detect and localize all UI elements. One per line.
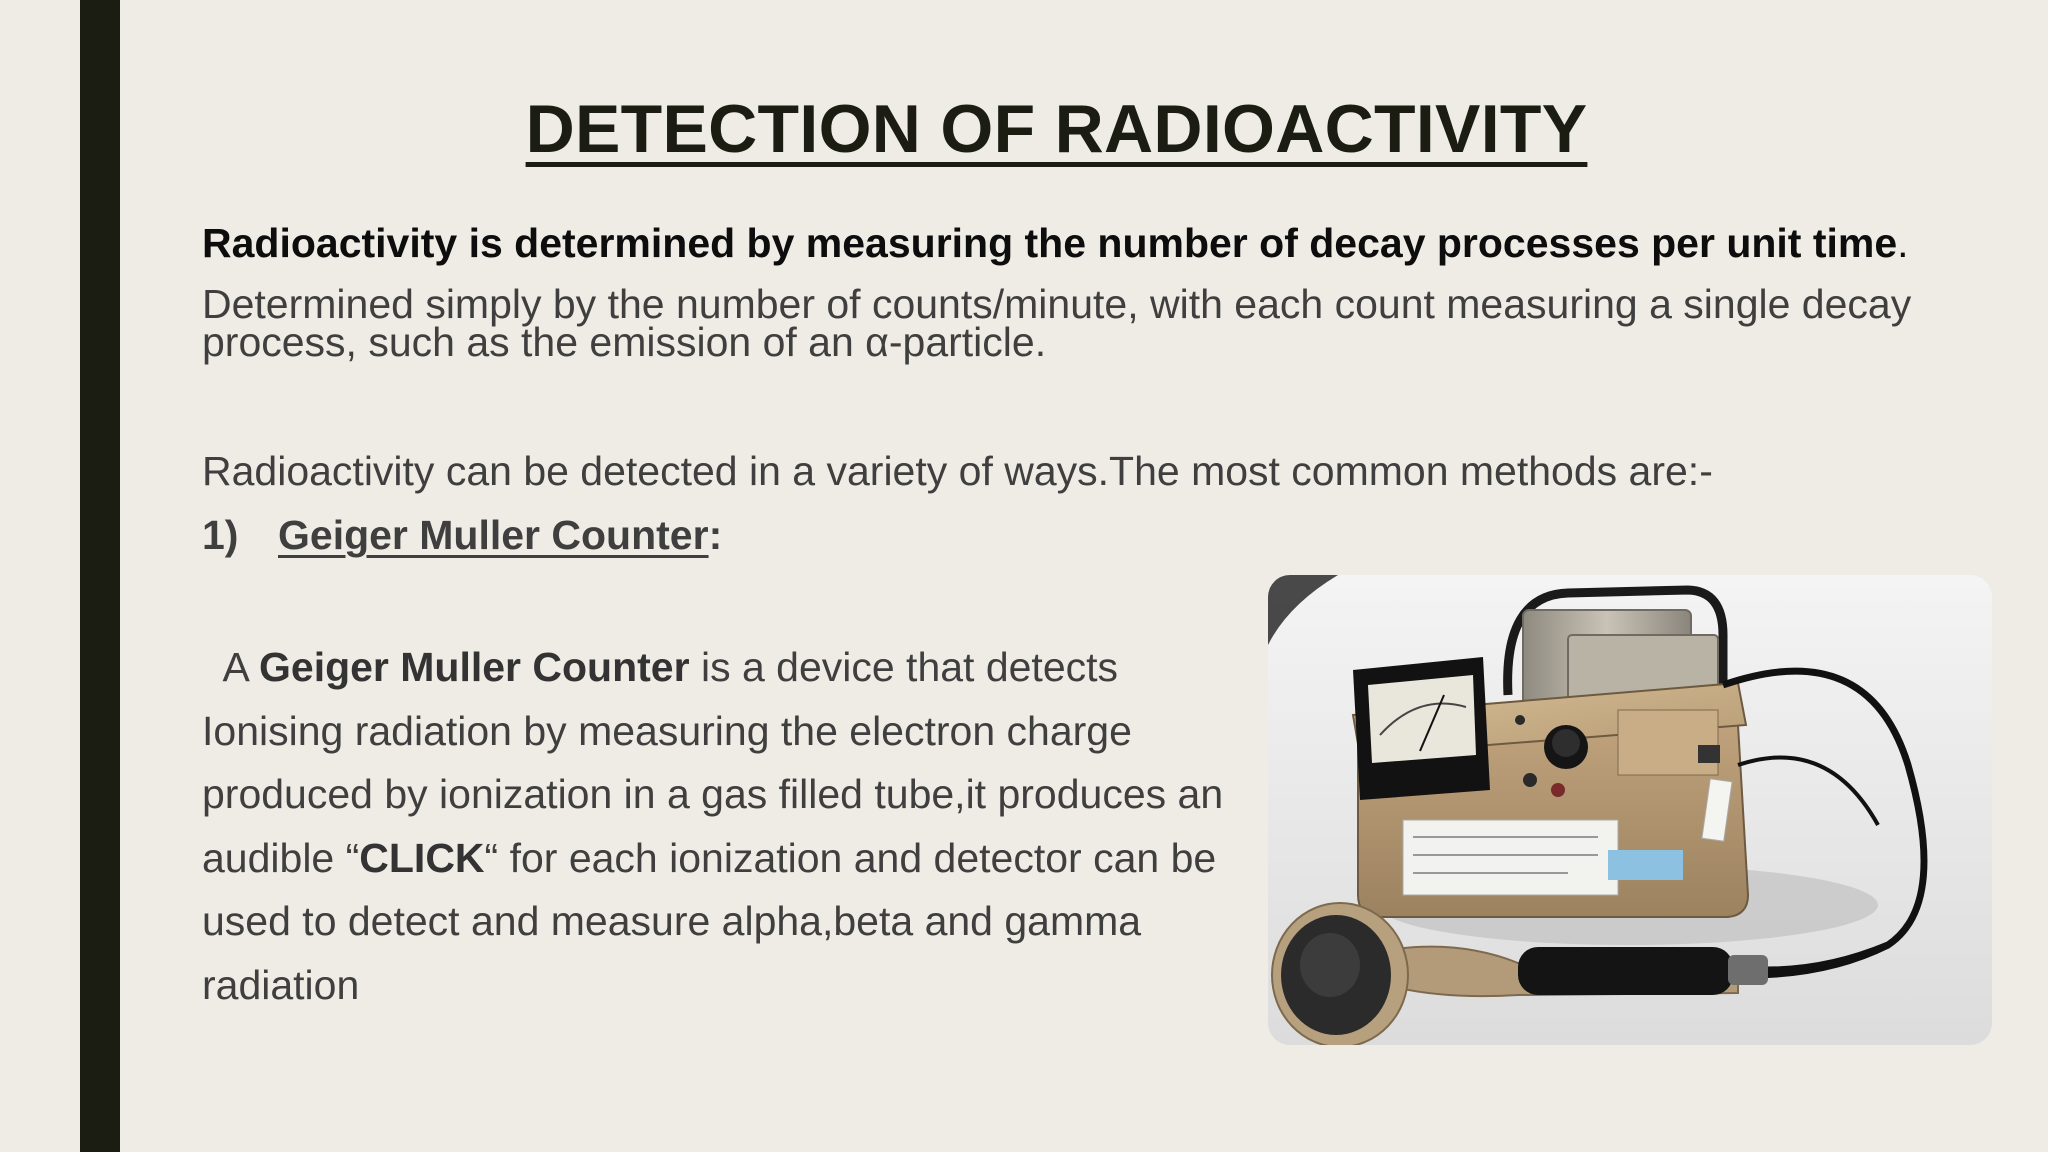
slide-title: DETECTION OF RADIOACTIVITY [525,91,1588,167]
item-colon: : [708,512,723,558]
geiger-counter-photo [1268,575,1992,1045]
definition-line [202,220,1909,267]
item-number: 1) [202,512,239,558]
counts-explanation: Determined simply by the number of counts/minute, with each count measuring a single decay process, such as the emission of an α-particle. [202,281,1912,365]
gm-counter-description [202,636,1262,1017]
para-text-1: A [202,644,259,690]
side-accent-bar [80,0,120,1152]
method-item-1 [202,512,722,559]
definition-period: . [1897,220,1909,266]
para-text-3: “ for each ionization and detector can be used to detect and measure alpha,beta and gamma radiation [202,834,1217,1008]
para-bold-1: Geiger Muller Counter [259,644,690,690]
para-bold-2: CLICK [359,834,485,881]
methods-intro: Radioactivity can be detected in a variety of ways.The most common methods are:- [202,448,1713,494]
definition-bold: Radioactivity is determined by measuring the number of decay processes per unit time [202,220,1898,266]
item-heading: Geiger Muller Counter [278,512,709,558]
para-text-2: is a device that detects Ionising radiation by measuring the electron charge produced by ionization in a gas filled tube,it produces an audible “ [202,644,1224,881]
